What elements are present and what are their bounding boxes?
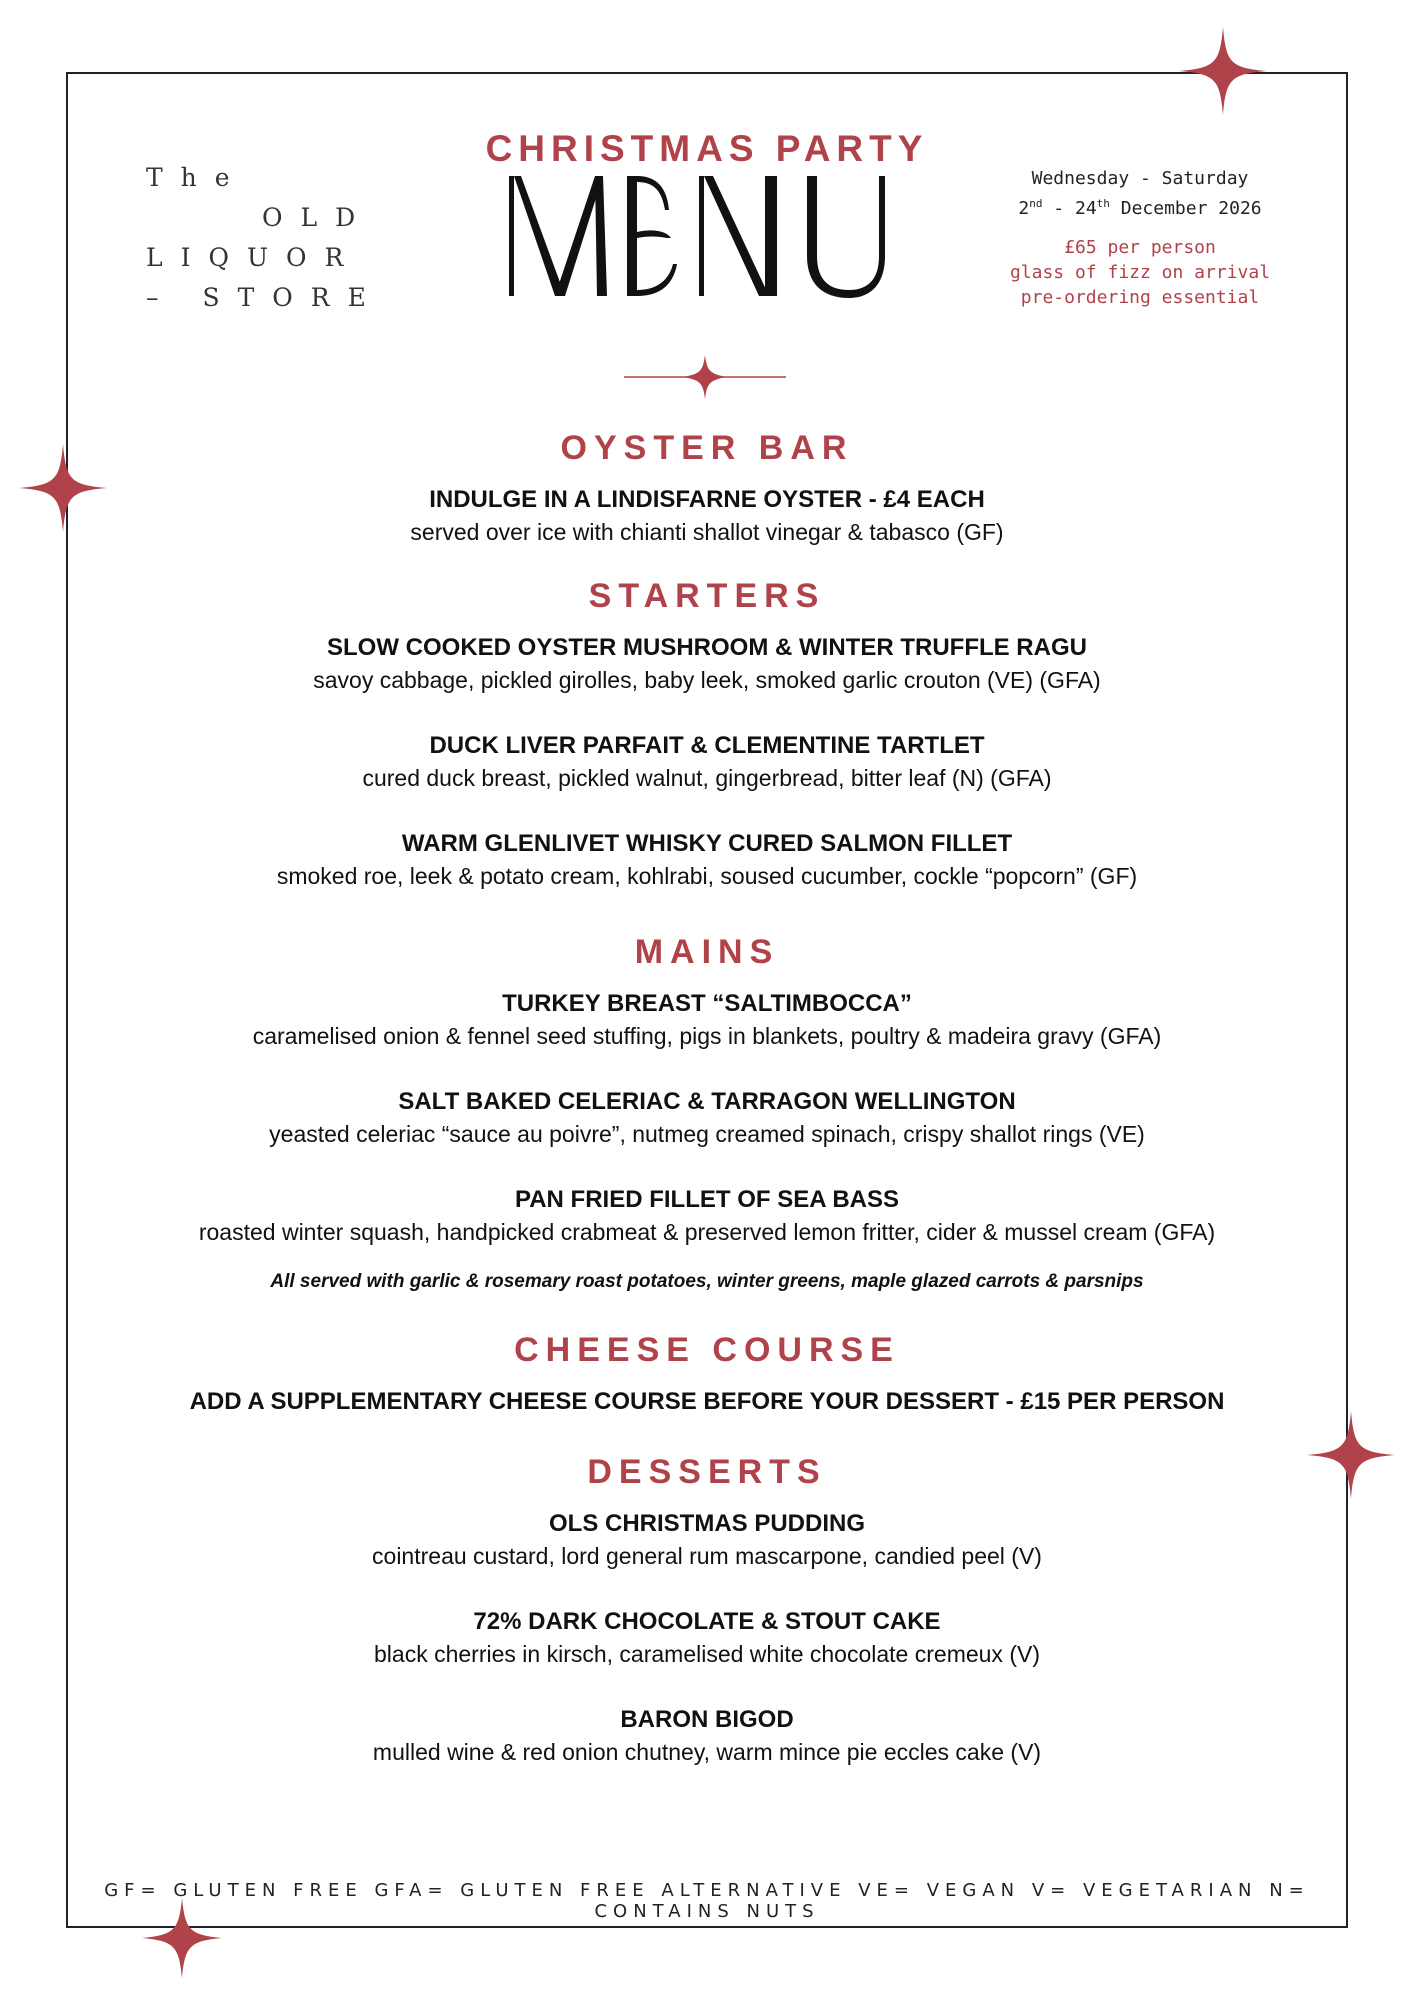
menu-item-name: ADD A SUPPLEMENTARY CHEESE COURSE BEFORE YOUR DESSERT - £15 PER PERSON [189, 1388, 1225, 1415]
event-dates: 2nd - 24th December 2026 [1018, 197, 1262, 219]
section-title-oyster-bar: OYSTER BAR [560, 429, 854, 467]
event-price: £65 per person [1064, 237, 1216, 258]
menu-item-desc: caramelised onion & fennel seed stuffing, pigs in blankets, poultry & madeira gravy (GFA) [252, 1023, 1162, 1049]
mains-side-note: All served with garlic & rosemary roast potatoes, winter greens, maple glazed carrots & parsnips [270, 1271, 1144, 1292]
divider-star-icon [620, 352, 790, 402]
menu-item-desc: cured duck breast, pickled walnut, gingerbread, bitter leaf (N) (GFA) [362, 765, 1052, 791]
event-info [990, 166, 1290, 310]
dietary-legend: GF= GLUTEN FREE GFA= GLUTEN FREE ALTERNATIVE VE= VEGAN V= VEGETARIAN N= CONTAINS NUTS [104, 1880, 1310, 1922]
logo-line-the: The [146, 163, 248, 192]
menu-item-desc: savoy cabbage, pickled girolles, baby leek, smoked garlic crouton (VE) (GFA) [313, 667, 1101, 693]
menu-item-name: 72% DARK CHOCOLATE & STOUT CAKE [473, 1608, 941, 1635]
event-days: Wednesday - Saturday [1031, 168, 1249, 189]
event-fizz: glass of fizz on arrival [1009, 262, 1271, 283]
menu-item-name: BARON BIGOD [620, 1706, 794, 1733]
menu-item-desc: yeasted celeriac “sauce au poivre”, nutmeg creamed spinach, crispy shallot rings (VE) [269, 1121, 1145, 1147]
menu-item-desc: black cherries in kirsch, caramelised white chocolate cremeux (V) [374, 1641, 1040, 1667]
menu-item-desc: mulled wine & red onion chutney, warm mince pie eccles cake (V) [372, 1739, 1042, 1765]
menu-item-desc: roasted winter squash, handpicked crabmeat & preserved lemon fritter, cider & mussel cream (GFA) [198, 1219, 1216, 1245]
menu-item-name: INDULGE IN A LINDISFARNE OYSTER - £4 EACH [429, 486, 985, 513]
event-preorder: pre-ordering essential [1020, 287, 1260, 308]
menu-item-name: PAN FRIED FILLET OF SEA BASS [514, 1186, 899, 1213]
logo-line-store: – STORE [146, 283, 384, 312]
menu-item-name: WARM GLENLIVET WHISKY CURED SALMON FILLET [401, 830, 1013, 857]
menu-item-name: SALT BAKED CELERIAC & TARRAGON WELLINGTON [398, 1088, 1016, 1115]
sparkle-star-icon [1178, 26, 1268, 116]
menu-item-desc: served over ice with chianti shallot vinegar & tabasco (GF) [410, 519, 1004, 545]
menu-item-desc: cointreau custard, lord general rum mascarpone, candied peel (V) [372, 1543, 1042, 1569]
pre-title: CHRISTMAS PARTY [485, 128, 929, 169]
section-title-starters: STARTERS [588, 577, 826, 615]
menu-title-lettering [507, 168, 907, 300]
menu-item-name: OLS CHRISTMAS PUDDING [548, 1510, 865, 1537]
section-title-cheese-course: CHEESE COURSE [514, 1331, 900, 1369]
menu-item-name: TURKEY BREAST “SALTIMBOCCA” [502, 990, 912, 1017]
menu-item-name: DUCK LIVER PARFAIT & CLEMENTINE TARTLET [429, 732, 985, 759]
menu-item-desc: smoked roe, leek & potato cream, kohlrabi, soused cucumber, cockle “popcorn” (GF) [276, 863, 1138, 889]
logo-line-old: OLD [262, 203, 374, 232]
section-title-mains: MAINS [634, 933, 780, 971]
section-title-desserts: DESSERTS [587, 1453, 827, 1491]
menu-content [80, 420, 1334, 1768]
menu-item-name: SLOW COOKED OYSTER MUSHROOM & WINTER TRUFFLE RAGU [327, 634, 1087, 661]
logo-line-liquor: LIQUOR [146, 243, 362, 272]
